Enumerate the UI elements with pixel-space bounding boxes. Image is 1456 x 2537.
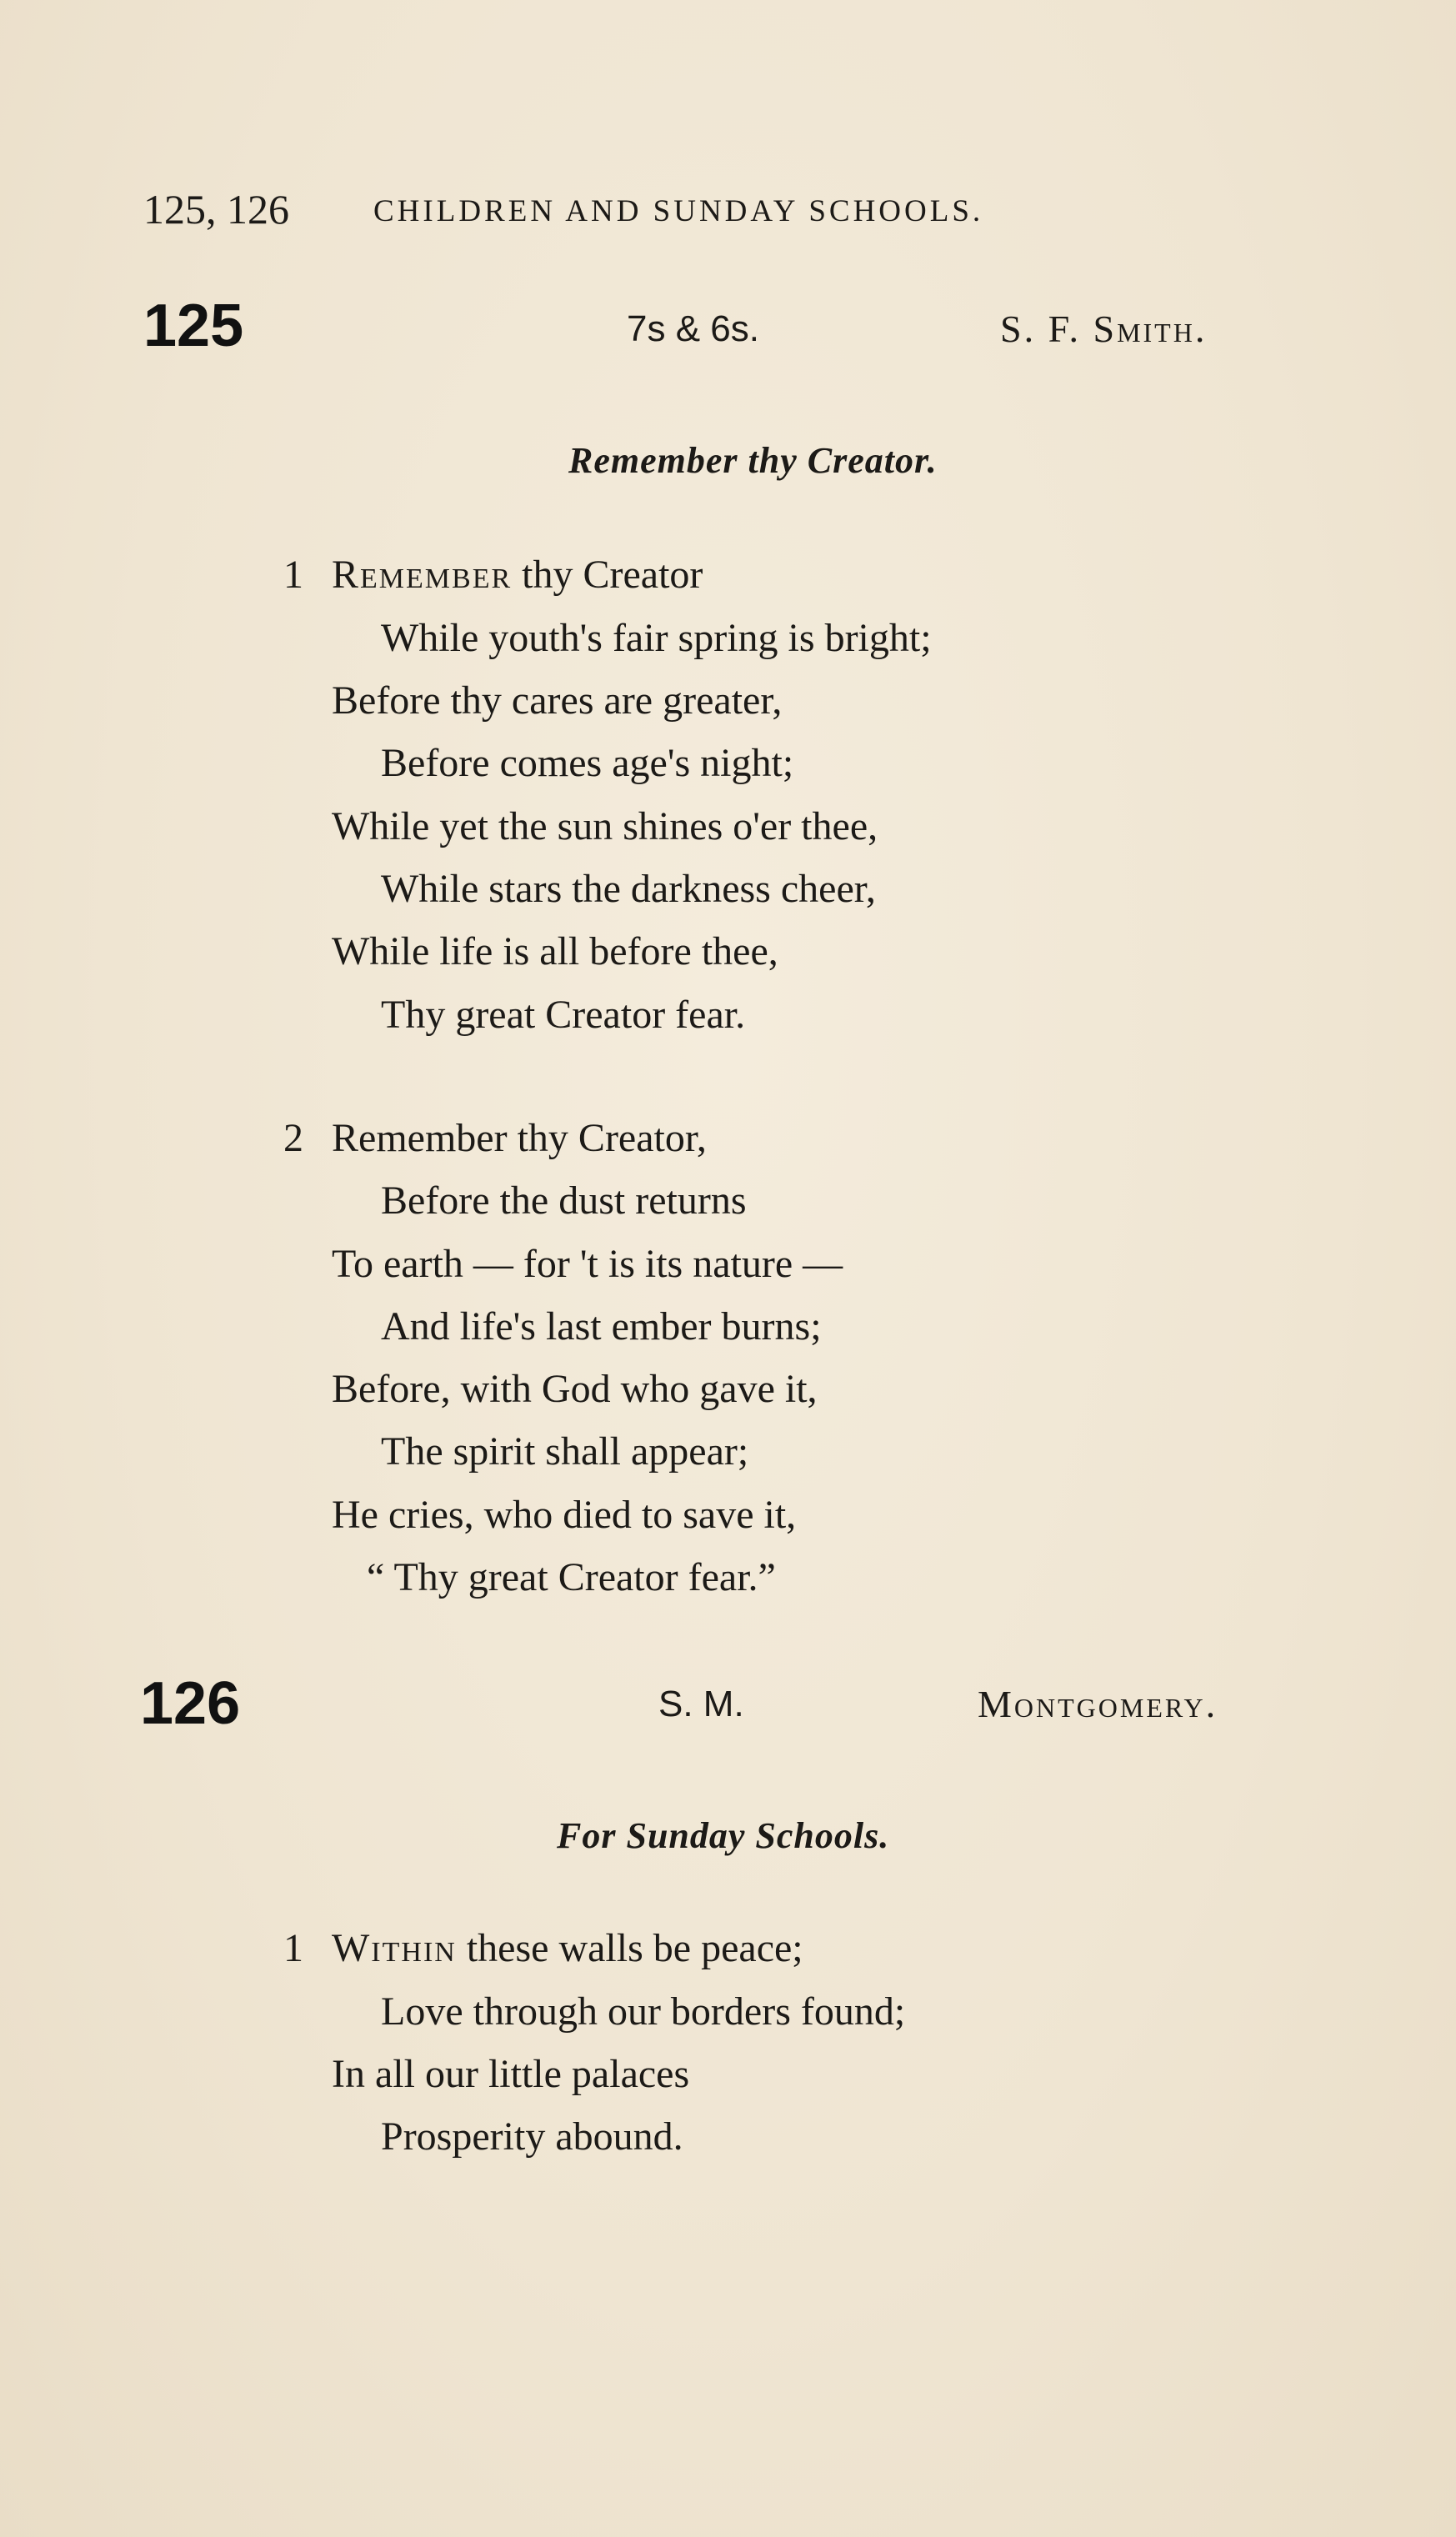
hymn-126-stanza-1-number: 1 xyxy=(283,1926,303,1970)
running-title: CHILDREN AND SUNDAY SCHOOLS. xyxy=(373,194,984,228)
hymn-125-stanza-1-number: 1 xyxy=(283,553,303,597)
hymn-126-number: 126 xyxy=(140,1670,241,1737)
hymn-125-stanza-2-line-1: Remember thy Creator, xyxy=(332,1116,707,1160)
hymn-126-stanza-1-line-2: Love through our borders found; xyxy=(381,1989,906,2034)
hymn-125-stanza-2-line-3: To earth — for 't is its nature — xyxy=(332,1242,843,1286)
hymn-126-stanza-1-line-3: In all our little palaces xyxy=(332,2052,690,2096)
hymn-125-stanza-1-line-6: While stars the darkness cheer, xyxy=(381,867,876,911)
hymn-125-stanza-2-line-8: “ Thy great Creator fear.” xyxy=(367,1555,776,1599)
hymn-125-number: 125 xyxy=(143,293,244,359)
hymn-126-stanza-1-line-1 xyxy=(332,1917,803,1979)
hymn-125-stanza-1-initial-word: Remember xyxy=(332,553,513,597)
hymn-125-stanza-1-line-1-rest: thy Creator xyxy=(512,553,703,597)
hymn-125-stanza-1-line-5: While yet the sun shines o'er thee, xyxy=(332,804,878,848)
hymn-125-meter: 7s & 6s. xyxy=(627,308,759,349)
hymn-125-stanza-1-line-3: Before thy cares are greater, xyxy=(332,678,783,723)
hymn-125-stanza-2-line-4: And life's last ember burns; xyxy=(381,1304,822,1349)
hymn-125-stanza-2-number: 2 xyxy=(283,1116,303,1160)
hymn-125-stanza-1-line-2: While youth's fair spring is bright; xyxy=(381,616,932,660)
hymn-125-stanza-2-line-2: Before the dust returns xyxy=(381,1178,747,1223)
hymn-125-title: Remember thy Creator. xyxy=(568,440,938,481)
page-numbers: 125, 126 xyxy=(143,186,289,233)
hymn-126-stanza-1-line-1-rest: these walls be peace; xyxy=(456,1926,803,1970)
hymn-125-stanza-1-line-4: Before comes age's night; xyxy=(381,741,794,785)
hymn-126-stanza-1-line-4: Prosperity abound. xyxy=(381,2114,683,2159)
hymn-125-stanza-2-line-7: He cries, who died to save it, xyxy=(332,1493,797,1537)
hymn-126-stanza-1-initial-word: Within xyxy=(332,1926,457,1970)
hymn-125-stanza-1-line-7: While life is all before thee, xyxy=(332,929,778,973)
hymn-126-meter: S. M. xyxy=(658,1684,744,1724)
hymn-125-stanza-1-line-1 xyxy=(332,543,703,606)
hymn-126-title: For Sunday Schools. xyxy=(557,1815,890,1856)
hymn-125-stanza-1-line-8: Thy great Creator fear. xyxy=(381,993,746,1037)
hymn-126-author: Montgomery. xyxy=(978,1683,1218,1725)
hymn-125-author: S. F. Smith. xyxy=(1000,308,1208,350)
hymn-125-stanza-2-line-5: Before, with God who gave it, xyxy=(332,1367,818,1411)
hymn-125-stanza-2-line-6: The spirit shall appear; xyxy=(381,1429,749,1474)
